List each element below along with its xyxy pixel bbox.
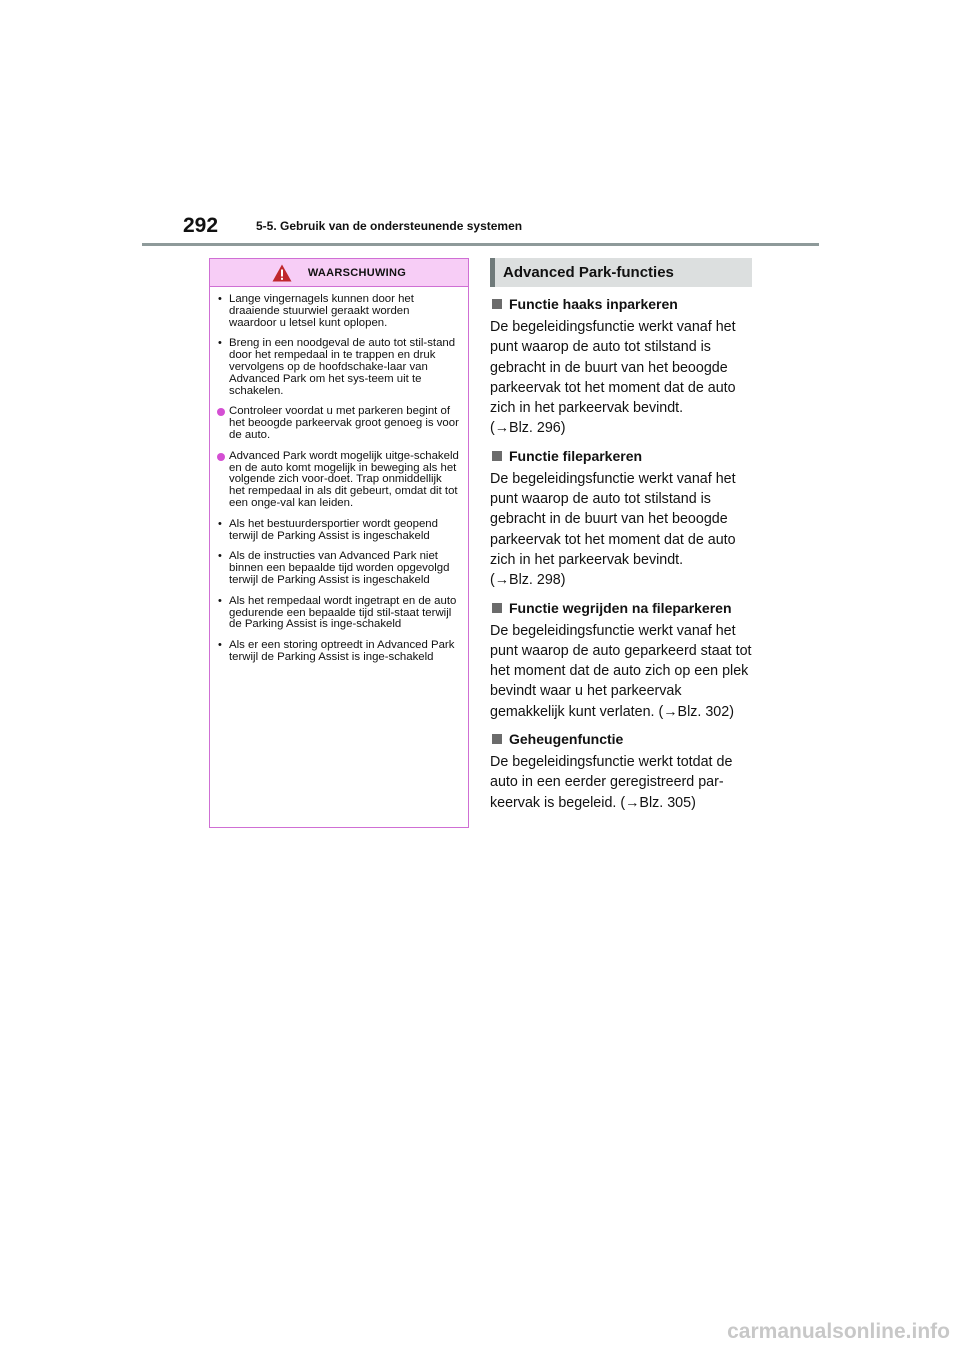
warning-item <box>217 640 460 664</box>
page-reference-link[interactable]: (→Blz. 305) <box>620 794 696 811</box>
circle-bullet-icon <box>217 408 225 416</box>
function-description-text: De begeleidingsfunctie werkt totdat de auto in een eerder geregistreerd par-keervak is begeleid. <box>490 754 733 811</box>
warning-item <box>217 338 460 397</box>
square-bullet-icon <box>492 603 502 613</box>
page-reference-link[interactable]: (→Blz. 296) <box>490 420 566 437</box>
function-description-text: De begeleidingsfunctie werkt vanaf het punt waarop de auto tot stilstand is gebracht in de buurt van het beoogde parkeervak tot het moment dat de auto zich in het parkeervak bevindt. <box>490 470 736 568</box>
warning-box <box>209 258 469 828</box>
warning-item-text: Controleer voordat u met parkeren begint of het beoogde parkeervak groot genoeg is voor de auto. <box>229 405 459 441</box>
warning-item-text: Lange vingernagels kunnen door het draaiende stuurwiel geraakt worden waardoor u letsel kunt oplopen. <box>229 293 414 329</box>
warning-item <box>217 519 460 543</box>
square-bullet-icon <box>492 734 502 744</box>
header-divider <box>142 243 819 246</box>
warning-item <box>217 596 460 631</box>
warning-header <box>210 259 468 287</box>
warning-item <box>217 451 460 510</box>
warning-item-text: Als de instructies van Advanced Park niet binnen een bepaalde tijd worden opgevolgd terwijl de Parking Assist is ingeschakeld <box>229 550 450 586</box>
function-description <box>490 469 752 591</box>
function-description-text: De begeleidingsfunctie werkt vanaf het punt waarop de auto tot stilstand is gebracht in de buurt van het beoogde parkeervak tot het moment dat de auto zich in het parkeervak bevindt. <box>490 319 736 417</box>
functions-title: Advanced Park-functies <box>503 264 674 281</box>
warning-item-text: Advanced Park wordt mogelijk uitge-schakeld en de auto komt mogelijk in beweging als het volgende zich voor-doet. Trap onmiddellijk het rempedaal in als dit gebeurt, omdat dit tot een onge-val kan leiden. <box>229 449 459 509</box>
square-bullet-icon <box>492 299 502 309</box>
function-description <box>490 317 752 439</box>
bullet-marker: • <box>218 594 222 607</box>
function-heading-text: Functie wegrijden na fileparkeren <box>509 599 732 616</box>
function-description <box>490 621 752 722</box>
warning-item-text: Als het bestuurdersportier wordt geopend terwijl de Parking Assist is ingeschakeld <box>229 517 438 542</box>
function-description <box>490 752 752 813</box>
warning-item-text: Als er een storing optreedt in Advanced Park terwijl de Parking Assist is inge-schakeld <box>229 639 455 663</box>
section-title: 5-5. Gebruik van de ondersteunende systemen <box>256 219 523 233</box>
warning-title: WAARSCHUWING <box>307 266 407 279</box>
page-number: 292 <box>183 214 219 237</box>
function-heading-text: Geheugenfunctie <box>509 731 624 748</box>
function-heading <box>490 295 752 313</box>
warning-item-text: Als het rempedaal wordt ingetrapt en de auto gedurende een bepaalde tijd stil-staat terwijl de Parking Assist is inge-schakeld <box>229 594 457 631</box>
bullet-marker: • <box>218 517 222 530</box>
function-heading <box>490 447 752 465</box>
function-heading <box>490 599 752 617</box>
page-reference-link[interactable]: (→Blz. 298) <box>490 572 566 589</box>
function-heading <box>490 730 752 748</box>
footer-watermark[interactable] <box>680 1306 960 1358</box>
page-reference-link[interactable]: (→Blz. 302) <box>658 703 734 720</box>
warning-item <box>217 406 460 441</box>
section-header-bar <box>490 258 495 287</box>
bullet-marker: • <box>218 639 222 652</box>
function-heading-text: Functie fileparkeren <box>509 447 643 464</box>
warning-triangle-icon <box>272 264 292 282</box>
function-description-text: De begeleidingsfunctie werkt vanaf het punt waarop de auto geparkeerd staat tot het moment dat de auto zich op een plek bevindt waar u het parkeervak gemakkelijk kunt verlaten. <box>490 622 752 720</box>
function-heading-text: Functie haaks inparkeren <box>509 296 678 312</box>
functions-column <box>490 258 752 813</box>
watermark-text: carmanualsonline.info <box>727 1320 950 1343</box>
warning-item <box>217 551 460 586</box>
functions-section-header <box>490 258 752 287</box>
warning-list <box>210 287 468 664</box>
bullet-marker: • <box>218 550 222 563</box>
circle-bullet-icon <box>217 453 225 461</box>
warning-item <box>217 294 460 329</box>
bullet-marker: • <box>218 337 222 350</box>
warning-item-text: Breng in een noodgeval de auto tot stil-stand door het rempedaal in te trappen en druk vervolgens op de hoofdschake-laar van Advanced Park om het sys-teem uit te schakelen. <box>229 337 456 397</box>
bullet-marker: • <box>218 293 222 305</box>
square-bullet-icon <box>492 451 502 461</box>
